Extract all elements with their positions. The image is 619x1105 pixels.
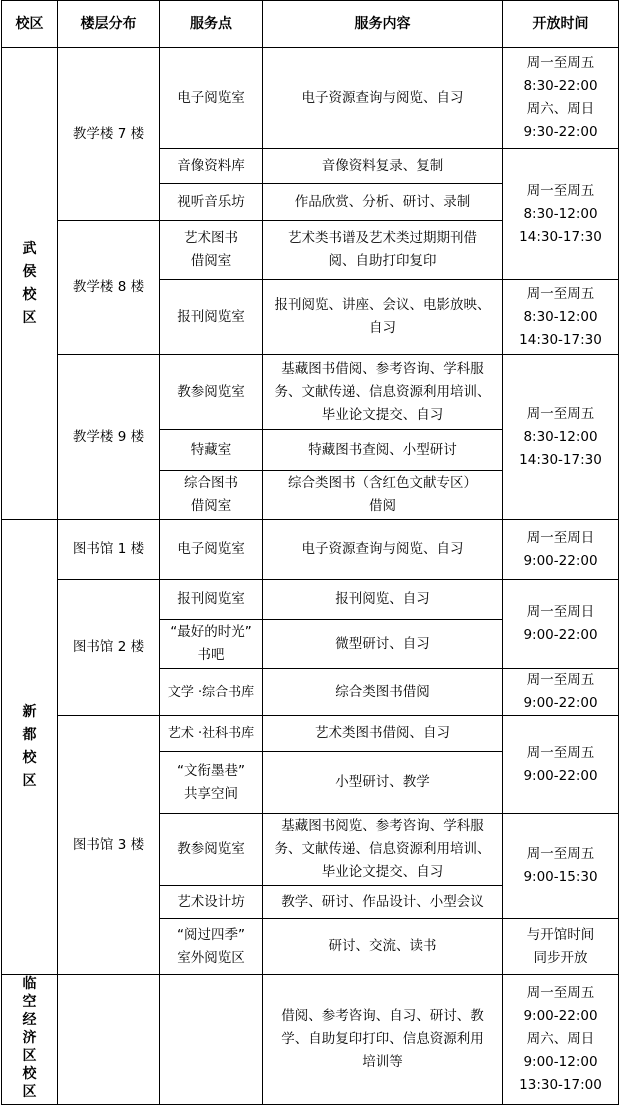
service-content-cell: 作品欣赏、分析、研讨、录制 [263,184,503,221]
service-point-cell: “阅过四季” 室外阅览区 [160,919,263,975]
floor-cell: 教学楼 8 楼 [58,221,160,355]
table-row [2,355,619,430]
service-content-cell: 综合类图书借阅 [263,669,503,716]
opening-hours-cell: 周一至周五 9:00-22:00 [503,716,619,814]
header-row [2,1,619,48]
header-service-point: 服务点 [160,1,263,48]
service-point-cell: 特藏室 [160,430,263,471]
table-row [2,520,619,580]
opening-hours-cell: 周一至周五 9:00-15:30 [503,814,619,919]
table-row [2,580,619,620]
service-point-cell: 报刊阅览室 [160,280,263,355]
service-point-cell [160,975,263,1105]
service-content-cell: 艺术类书谱及艺术类过期期刊借 阅、自助打印复印 [263,221,503,280]
header-service-content: 服务内容 [263,1,503,48]
campus-cell: 武侯校区 [2,48,58,520]
opening-hours-cell: 周一至周五 8:30-12:00 14:30-17:30 [503,280,619,355]
service-point-cell: 教参阅览室 [160,355,263,430]
service-point-cell: 艺术 ·社科书库 [160,716,263,752]
service-point-cell: 视听音乐坊 [160,184,263,221]
service-content-cell: 电子资源查询与阅览、自习 [263,520,503,580]
opening-hours-cell: 周一至周日 9:00-22:00 [503,520,619,580]
header-floor: 楼层分布 [58,1,160,48]
opening-hours-cell: 周一至周五 8:30-22:00 周六、周日 9:30-22:00 [503,48,619,149]
table-row [2,716,619,752]
service-content-cell: 基藏图书阅览、参考咨询、学科服 务、文献传递、信息资源利用培训、 毕业论文提交、自习 [263,814,503,886]
opening-hours-cell: 周一至周日 9:00-22:00 [503,580,619,669]
campus-cell: 临空经济区校区 [2,975,58,1105]
service-content-cell: 微型研讨、自习 [263,620,503,669]
service-table [1,0,619,1105]
service-point-cell: 电子阅览室 [160,48,263,149]
service-point-cell: 教参阅览室 [160,814,263,886]
opening-hours-cell: 周一至周五 9:00-22:00 [503,669,619,716]
service-point-cell: 报刊阅览室 [160,580,263,620]
opening-hours-cell: 周一至周五 8:30-12:00 14:30-17:30 [503,149,619,280]
table-row [2,48,619,149]
floor-cell [58,975,160,1105]
service-content-cell: 电子资源查询与阅览、自习 [263,48,503,149]
service-point-cell: 艺术设计坊 [160,886,263,919]
service-content-cell: 综合类图书（含红色文献专区） 借阅 [263,471,503,520]
service-content-cell: 教学、研讨、作品设计、小型会议 [263,886,503,919]
service-content-cell: 基藏图书借阅、参考咨询、学科服 务、文献传递、信息资源利用培训、 毕业论文提交、自习 [263,355,503,430]
opening-hours-cell: 与开馆时间 同步开放 [503,919,619,975]
service-content-cell: 借阅、参考咨询、自习、研讨、教 学、自助复印打印、信息资源利用 培训等 [263,975,503,1105]
header-campus: 校区 [2,1,58,48]
service-content-cell: 报刊阅览、讲座、会议、电影放映、 自习 [263,280,503,355]
service-content-cell: 研讨、交流、读书 [263,919,503,975]
campus-cell: 新都校区 [2,520,58,975]
service-point-cell: 艺术图书 借阅室 [160,221,263,280]
service-point-cell: “文衔墨巷” 共享空间 [160,752,263,814]
opening-hours-cell: 周一至周五 8:30-12:00 14:30-17:30 [503,355,619,520]
service-content-cell: 小型研讨、教学 [263,752,503,814]
opening-hours-cell: 周一至周五 9:00-22:00 周六、周日 9:00-12:00 13:30-17:00 [503,975,619,1105]
table-row [2,975,619,1105]
service-point-cell: 综合图书 借阅室 [160,471,263,520]
service-point-cell: 音像资料库 [160,149,263,184]
service-point-cell: “最好的时光” 书吧 [160,620,263,669]
service-content-cell: 音像资料复录、复制 [263,149,503,184]
service-content-cell: 艺术类图书借阅、自习 [263,716,503,752]
floor-cell: 图书馆 3 楼 [58,716,160,975]
floor-cell: 图书馆 1 楼 [58,520,160,580]
header-opening-hours: 开放时间 [503,1,619,48]
floor-cell: 教学楼 9 楼 [58,355,160,520]
service-content-cell: 特藏图书查阅、小型研讨 [263,430,503,471]
service-content-cell: 报刊阅览、自习 [263,580,503,620]
service-point-cell: 文学 ·综合书库 [160,669,263,716]
floor-cell: 图书馆 2 楼 [58,580,160,716]
floor-cell: 教学楼 7 楼 [58,48,160,221]
service-point-cell: 电子阅览室 [160,520,263,580]
